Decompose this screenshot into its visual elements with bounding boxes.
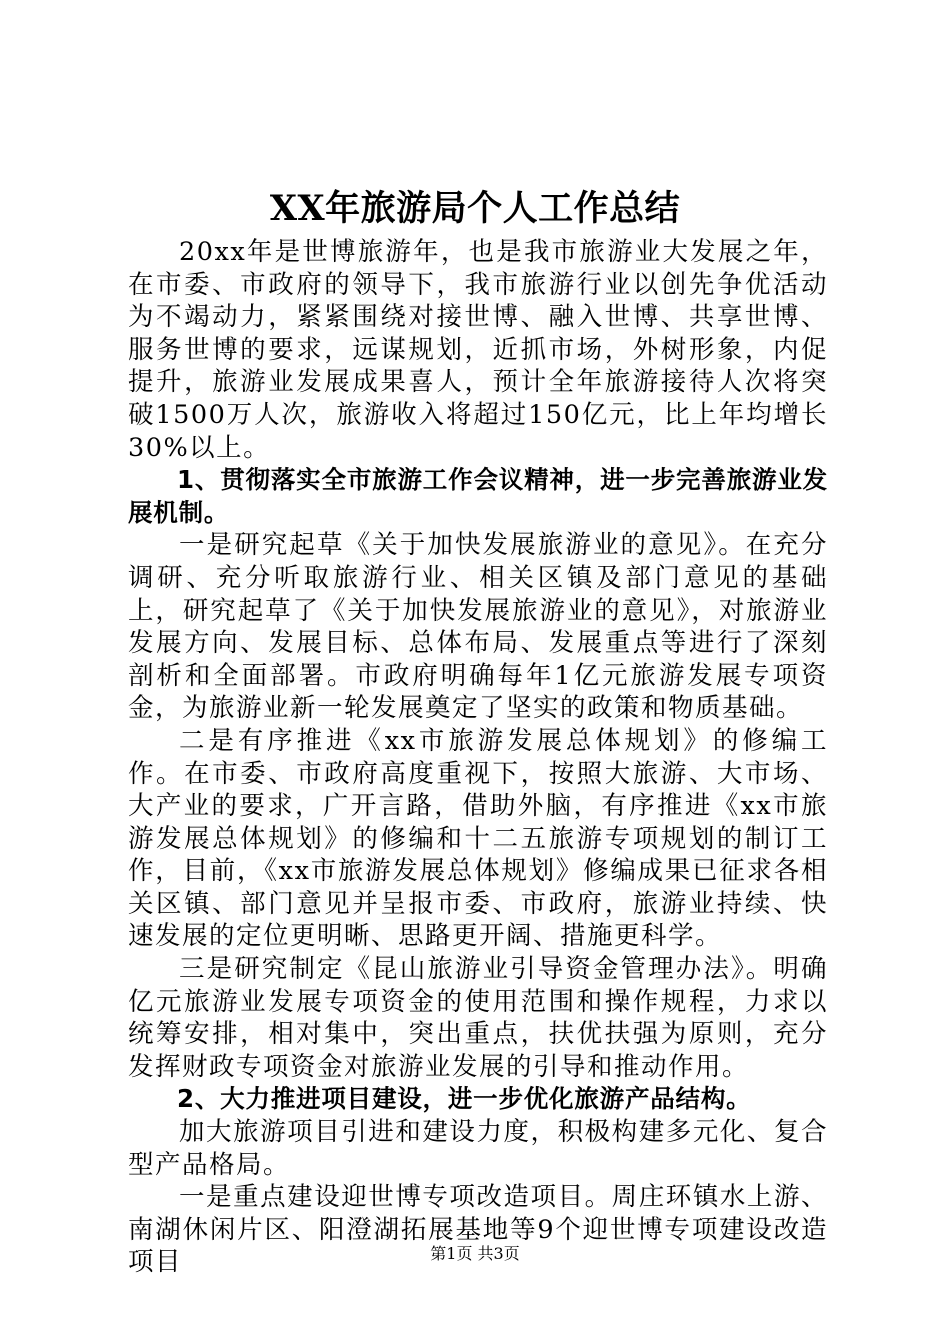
paragraph-item-3: 三是研究制定《昆山旅游业引导资金管理办法》。明确亿元旅游业发展专项资金的使用范围和操作规程，力求以统筹安排，相对集中，突出重点，扶优扶强为原则，充分发挥财政专项资金对旅游业发展的引导和推动作用。 bbox=[128, 954, 828, 1082]
section-heading-1: 1、贯彻落实全市旅游工作会议精神，进一步完善旅游业发展机制。 bbox=[128, 465, 828, 527]
paragraph-section-2-intro: 加大旅游项目引进和建设力度，积极构建多元化、复合型产品格局。 bbox=[128, 1117, 828, 1180]
paragraph-item-2: 二是有序推进《xx市旅游发展总体规划》的修编工作。在市委、市政府高度重视下，按照大旅游、大市场、大产业的要求，广开言路，借助外脑，有序推进《xx市旅游发展总体规划》的修编和十二五旅游专项规划的制订工作，目前，《xx市旅游发展总体规划》修编成果已征求各相关区镇、部门意见并呈报市委、市政府，旅游业持续、快速发展的定位更明晰、思路更开阔、措施更科学。 bbox=[128, 725, 828, 952]
page-footer: 第1页 共3页 bbox=[430, 1244, 520, 1263]
document-body bbox=[128, 236, 828, 1279]
document-title: XX年旅游局个人工作总结 bbox=[269, 188, 681, 229]
section-heading-2: 2、大力推进项目建设，进一步优化旅游产品结构。 bbox=[177, 1084, 752, 1114]
paragraph-section-2-item-1: 一是重点建设迎世博专项改造项目。周庄环镇水上游、南湖休闲片区、阳澄湖拓展基地等9个迎世博专项建设改造项目 bbox=[128, 1182, 828, 1278]
paragraph-intro: 20xx年是世博旅游年，也是我市旅游业大发展之年，在市委、市政府的领导下，我市旅游行业以创先争优活动为不竭动力，紧紧围绕对接世博、融入世博、共享世博、服务世博的要求，远谋规划，近抓市场，外树形象，内促提升，旅游业发展成果喜人，预计全年旅游接待人次将突破1500万人次，旅游收入将超过150亿元，比上年均增长30%以上。 bbox=[128, 237, 828, 463]
paragraph-item-1: 一是研究起草《关于加快发展旅游业的意见》。在充分调研、充分听取旅游行业、相关区镇及部门意见的基础上，研究起草了《关于加快发展旅游业的意见》，对旅游业发展方向、发展目标、总体布局、发展重点等进行了深刻剖析和全面部署。市政府明确每年1亿元旅游发展专项资金，为旅游业新一轮发展奠定了坚实的政策和物质基础。 bbox=[128, 530, 828, 724]
